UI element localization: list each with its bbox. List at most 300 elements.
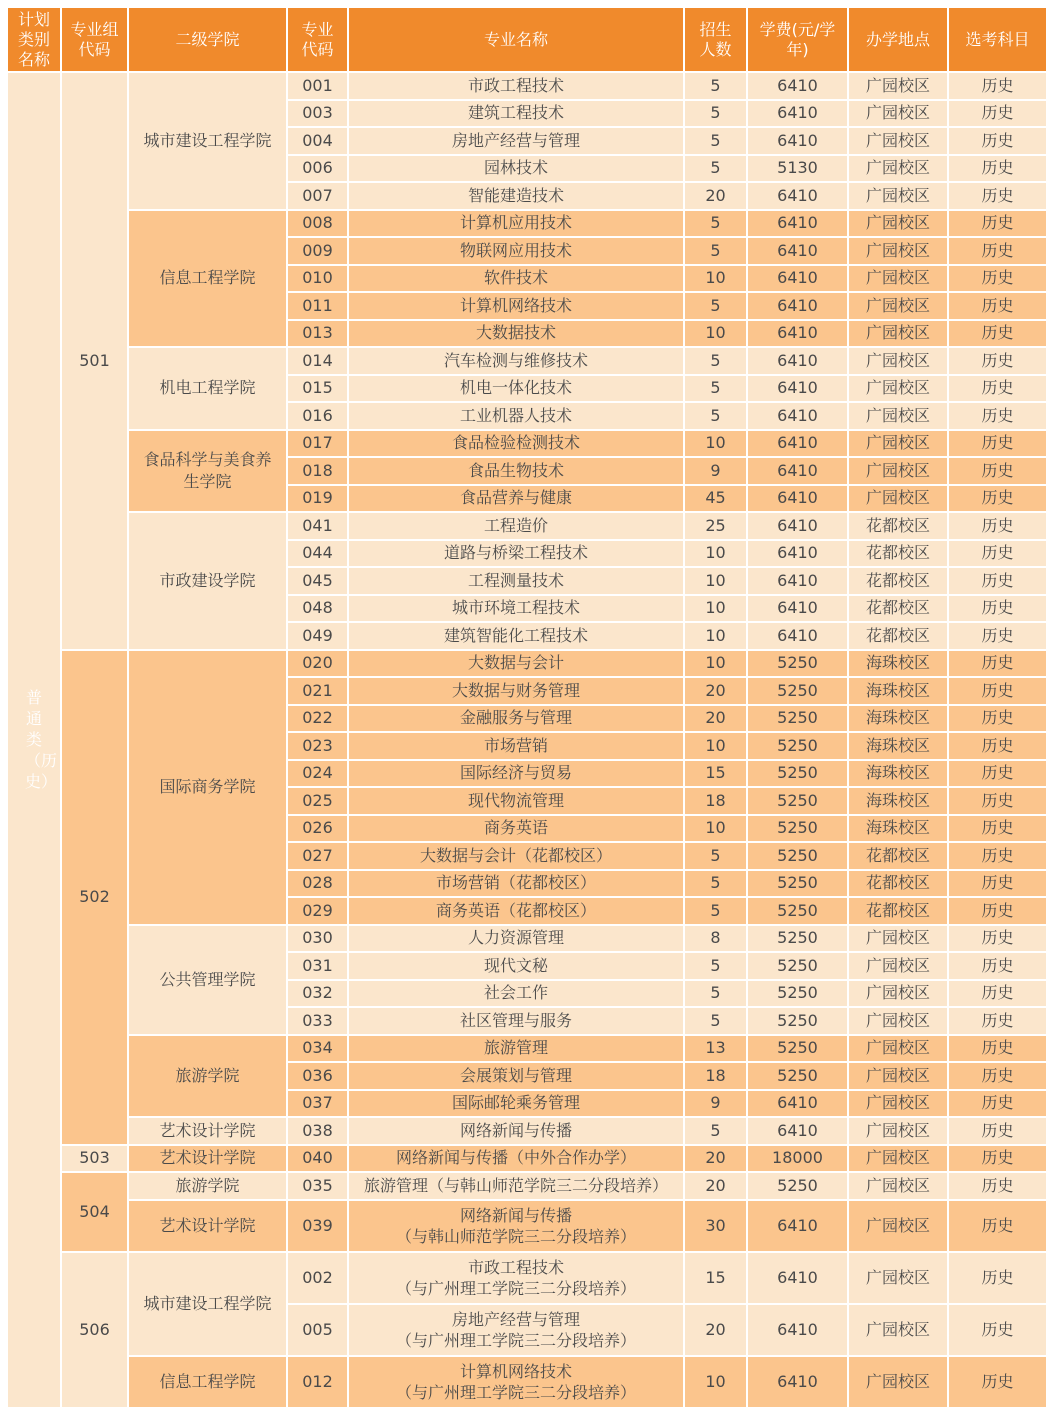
subject-cell: 历史 [948, 210, 1047, 238]
fee-cell: 5250 [747, 650, 848, 678]
subject-cell: 历史 [948, 265, 1047, 293]
campus-cell: 广园校区 [848, 1200, 948, 1252]
group-code-cell: 506 [61, 1252, 128, 1408]
header-campus: 办学地点 [848, 7, 948, 72]
count-cell: 25 [684, 512, 747, 540]
major-name-cell: 大数据与财务管理 [348, 677, 684, 705]
major-name-cell: 市场营销（花都校区） [348, 870, 684, 898]
campus-cell: 海珠校区 [848, 650, 948, 678]
campus-cell: 广园校区 [848, 1145, 948, 1173]
subject-cell: 历史 [948, 815, 1047, 843]
major-code-cell: 036 [287, 1062, 348, 1090]
campus-cell: 广园校区 [848, 347, 948, 375]
major-code-cell: 017 [287, 430, 348, 458]
major-code-cell: 031 [287, 952, 348, 980]
major-code-cell: 029 [287, 897, 348, 925]
table-row [7, 1035, 1047, 1063]
campus-cell: 海珠校区 [848, 677, 948, 705]
major-code-cell: 005 [287, 1304, 348, 1356]
count-cell: 18 [684, 1062, 747, 1090]
subject-cell: 历史 [948, 787, 1047, 815]
campus-cell: 海珠校区 [848, 760, 948, 788]
fee-cell: 5250 [747, 787, 848, 815]
fee-cell: 6410 [747, 1252, 848, 1304]
table-row [7, 347, 1047, 375]
subject-cell: 历史 [948, 155, 1047, 183]
subject-cell: 历史 [948, 622, 1047, 650]
table-row [7, 925, 1047, 953]
campus-cell: 海珠校区 [848, 705, 948, 733]
fee-cell: 5250 [747, 897, 848, 925]
group-code-cell: 502 [61, 650, 128, 1145]
subject-cell: 历史 [948, 842, 1047, 870]
fee-cell: 5250 [747, 1172, 848, 1200]
major-name-cell: 道路与桥梁工程技术 [348, 540, 684, 568]
major-name-cell: 大数据与会计 [348, 650, 684, 678]
major-name-cell: 物联网应用技术 [348, 237, 684, 265]
subject-cell: 历史 [948, 347, 1047, 375]
table-row [7, 430, 1047, 458]
subject-cell: 历史 [948, 1090, 1047, 1118]
count-cell: 5 [684, 375, 747, 403]
campus-cell: 花都校区 [848, 870, 948, 898]
category-cell [7, 72, 61, 1408]
subject-cell: 历史 [948, 952, 1047, 980]
fee-cell: 6410 [747, 1356, 848, 1408]
count-cell: 9 [684, 1090, 747, 1118]
campus-cell: 广园校区 [848, 1172, 948, 1200]
major-name-cell: 人力资源管理 [348, 925, 684, 953]
subject-cell: 历史 [948, 237, 1047, 265]
subject-cell: 历史 [948, 485, 1047, 513]
fee-cell: 6410 [747, 1200, 848, 1252]
fee-cell: 6410 [747, 595, 848, 623]
count-cell: 20 [684, 182, 747, 210]
subject-cell: 历史 [948, 430, 1047, 458]
fee-cell: 5250 [747, 925, 848, 953]
major-name-cell: 城市环境工程技术 [348, 595, 684, 623]
subject-cell: 历史 [948, 1252, 1047, 1304]
major-code-cell: 024 [287, 760, 348, 788]
count-cell: 10 [684, 815, 747, 843]
major-name-cell: 计算机应用技术 [348, 210, 684, 238]
count-cell: 10 [684, 1356, 747, 1408]
major-code-cell: 027 [287, 842, 348, 870]
campus-cell: 海珠校区 [848, 815, 948, 843]
count-cell: 8 [684, 925, 747, 953]
enrollment-plan-table [6, 6, 1048, 1409]
school-cell: 旅游学院 [128, 1172, 287, 1200]
major-name-cell: 工业机器人技术 [348, 402, 684, 430]
major-name-cell: 旅游管理 [348, 1035, 684, 1063]
major-code-cell: 022 [287, 705, 348, 733]
major-name-cell: 工程造价 [348, 512, 684, 540]
table-row [7, 1172, 1047, 1200]
fee-cell: 6410 [747, 265, 848, 293]
campus-cell: 广园校区 [848, 127, 948, 155]
campus-cell: 花都校区 [848, 842, 948, 870]
major-name-cell: 汽车检测与维修技术 [348, 347, 684, 375]
campus-cell: 花都校区 [848, 622, 948, 650]
table-row [7, 1252, 1047, 1304]
fee-cell: 6410 [747, 347, 848, 375]
major-code-cell: 040 [287, 1145, 348, 1173]
subject-cell: 历史 [948, 1172, 1047, 1200]
major-name-cell: 网络新闻与传播 （与韩山师范学院三二分段培养） [348, 1200, 684, 1252]
fee-cell: 6410 [747, 100, 848, 128]
header-subject: 选考科目 [948, 7, 1047, 72]
major-name-cell: 旅游管理（与韩山师范学院三二分段培养） [348, 1172, 684, 1200]
major-name-cell: 会展策划与管理 [348, 1062, 684, 1090]
table-row [7, 1356, 1047, 1408]
subject-cell: 历史 [948, 1145, 1047, 1173]
table-row [7, 1117, 1047, 1145]
table-body [7, 72, 1047, 1408]
major-name-cell: 计算机网络技术 [348, 292, 684, 320]
campus-cell: 广园校区 [848, 265, 948, 293]
subject-cell: 历史 [948, 677, 1047, 705]
school-cell: 食品科学与美食养生学院 [128, 430, 287, 513]
fee-cell: 5250 [747, 1007, 848, 1035]
count-cell: 10 [684, 650, 747, 678]
major-code-cell: 037 [287, 1090, 348, 1118]
major-code-cell: 020 [287, 650, 348, 678]
fee-cell: 6410 [747, 237, 848, 265]
major-code-cell: 049 [287, 622, 348, 650]
major-name-cell: 国际邮轮乘务管理 [348, 1090, 684, 1118]
fee-cell: 5250 [747, 952, 848, 980]
school-cell: 信息工程学院 [128, 1356, 287, 1408]
fee-cell: 5130 [747, 155, 848, 183]
fee-cell: 5250 [747, 842, 848, 870]
count-cell: 5 [684, 155, 747, 183]
table-row [7, 1200, 1047, 1252]
fee-cell: 6410 [747, 1117, 848, 1145]
major-name-cell: 市政工程技术 [348, 72, 684, 100]
major-name-cell: 现代文秘 [348, 952, 684, 980]
campus-cell: 广园校区 [848, 1304, 948, 1356]
campus-cell: 海珠校区 [848, 732, 948, 760]
count-cell: 20 [684, 705, 747, 733]
major-name-cell: 食品检验检测技术 [348, 430, 684, 458]
fee-cell: 6410 [747, 127, 848, 155]
header-category: 计划类别名称 [7, 7, 61, 72]
subject-cell: 历史 [948, 182, 1047, 210]
count-cell: 5 [684, 100, 747, 128]
major-code-cell: 021 [287, 677, 348, 705]
campus-cell: 广园校区 [848, 1035, 948, 1063]
fee-cell: 6410 [747, 567, 848, 595]
campus-cell: 广园校区 [848, 72, 948, 100]
campus-cell: 广园校区 [848, 402, 948, 430]
fee-cell: 6410 [747, 430, 848, 458]
major-name-cell: 市政工程技术 （与广州理工学院三二分段培养） [348, 1252, 684, 1304]
subject-cell: 历史 [948, 980, 1047, 1008]
campus-cell: 广园校区 [848, 320, 948, 348]
major-code-cell: 028 [287, 870, 348, 898]
major-code-cell: 045 [287, 567, 348, 595]
campus-cell: 广园校区 [848, 100, 948, 128]
school-cell: 机电工程学院 [128, 347, 287, 430]
fee-cell: 5250 [747, 980, 848, 1008]
count-cell: 10 [684, 430, 747, 458]
major-code-cell: 012 [287, 1356, 348, 1408]
campus-cell: 广园校区 [848, 1062, 948, 1090]
fee-cell: 5250 [747, 870, 848, 898]
table-row [7, 210, 1047, 238]
major-name-cell: 商务英语（花都校区） [348, 897, 684, 925]
count-cell: 5 [684, 292, 747, 320]
major-name-cell: 房地产经营与管理 （与广州理工学院三二分段培养） [348, 1304, 684, 1356]
campus-cell: 广园校区 [848, 1090, 948, 1118]
fee-cell: 6410 [747, 292, 848, 320]
count-cell: 20 [684, 677, 747, 705]
campus-cell: 海珠校区 [848, 787, 948, 815]
fee-cell: 5250 [747, 1035, 848, 1063]
group-code-cell: 503 [61, 1145, 128, 1173]
campus-cell: 广园校区 [848, 210, 948, 238]
campus-cell: 广园校区 [848, 430, 948, 458]
major-name-cell: 建筑智能化工程技术 [348, 622, 684, 650]
subject-cell: 历史 [948, 375, 1047, 403]
fee-cell: 6410 [747, 402, 848, 430]
major-code-cell: 015 [287, 375, 348, 403]
major-code-cell: 001 [287, 72, 348, 100]
group-code-cell: 504 [61, 1172, 128, 1252]
count-cell: 18 [684, 787, 747, 815]
count-cell: 20 [684, 1172, 747, 1200]
campus-cell: 广园校区 [848, 1007, 948, 1035]
count-cell: 5 [684, 72, 747, 100]
campus-cell: 广园校区 [848, 1252, 948, 1304]
major-name-cell: 房地产经营与管理 [348, 127, 684, 155]
campus-cell: 花都校区 [848, 897, 948, 925]
campus-cell: 花都校区 [848, 567, 948, 595]
subject-cell: 历史 [948, 1035, 1047, 1063]
count-cell: 15 [684, 1252, 747, 1304]
fee-cell: 6410 [747, 485, 848, 513]
fee-cell: 5250 [747, 760, 848, 788]
major-code-cell: 009 [287, 237, 348, 265]
campus-cell: 广园校区 [848, 155, 948, 183]
fee-cell: 6410 [747, 1090, 848, 1118]
campus-cell: 花都校区 [848, 540, 948, 568]
subject-cell: 历史 [948, 512, 1047, 540]
major-code-cell: 006 [287, 155, 348, 183]
count-cell: 10 [684, 265, 747, 293]
major-name-cell: 软件技术 [348, 265, 684, 293]
major-name-cell: 大数据技术 [348, 320, 684, 348]
major-code-cell: 008 [287, 210, 348, 238]
school-cell: 旅游学院 [128, 1035, 287, 1118]
subject-cell: 历史 [948, 870, 1047, 898]
major-name-cell: 智能建造技术 [348, 182, 684, 210]
major-code-cell: 013 [287, 320, 348, 348]
count-cell: 5 [684, 952, 747, 980]
count-cell: 5 [684, 870, 747, 898]
count-cell: 5 [684, 402, 747, 430]
major-code-cell: 018 [287, 457, 348, 485]
header-school: 二级学院 [128, 7, 287, 72]
subject-cell: 历史 [948, 760, 1047, 788]
table-row [7, 1145, 1047, 1173]
campus-cell: 广园校区 [848, 925, 948, 953]
count-cell: 5 [684, 210, 747, 238]
header-major-code: 专业代码 [287, 7, 348, 72]
fee-cell: 18000 [747, 1145, 848, 1173]
table-row [7, 650, 1047, 678]
major-name-cell: 园林技术 [348, 155, 684, 183]
major-name-cell: 大数据与会计（花都校区） [348, 842, 684, 870]
major-name-cell: 网络新闻与传播（中外合作办学） [348, 1145, 684, 1173]
subject-cell: 历史 [948, 100, 1047, 128]
school-cell: 国际商务学院 [128, 650, 287, 925]
major-code-cell: 048 [287, 595, 348, 623]
count-cell: 10 [684, 732, 747, 760]
header-fee: 学费(元/学年) [747, 7, 848, 72]
count-cell: 5 [684, 842, 747, 870]
campus-cell: 广园校区 [848, 1356, 948, 1408]
major-name-cell: 国际经济与贸易 [348, 760, 684, 788]
table-header [7, 7, 1047, 72]
school-cell: 艺术设计学院 [128, 1117, 287, 1145]
major-code-cell: 038 [287, 1117, 348, 1145]
count-cell: 10 [684, 320, 747, 348]
major-name-cell: 食品生物技术 [348, 457, 684, 485]
major-name-cell: 社会工作 [348, 980, 684, 1008]
campus-cell: 广园校区 [848, 237, 948, 265]
campus-cell: 广园校区 [848, 952, 948, 980]
subject-cell: 历史 [948, 567, 1047, 595]
count-cell: 10 [684, 567, 747, 595]
major-code-cell: 004 [287, 127, 348, 155]
major-code-cell: 023 [287, 732, 348, 760]
campus-cell: 广园校区 [848, 980, 948, 1008]
major-name-cell: 金融服务与管理 [348, 705, 684, 733]
school-cell: 城市建设工程学院 [128, 1252, 287, 1356]
count-cell: 5 [684, 980, 747, 1008]
subject-cell: 历史 [948, 1117, 1047, 1145]
subject-cell: 历史 [948, 650, 1047, 678]
school-cell: 信息工程学院 [128, 210, 287, 348]
subject-cell: 历史 [948, 320, 1047, 348]
major-code-cell: 044 [287, 540, 348, 568]
count-cell: 13 [684, 1035, 747, 1063]
school-cell: 公共管理学院 [128, 925, 287, 1035]
major-code-cell: 007 [287, 182, 348, 210]
major-code-cell: 003 [287, 100, 348, 128]
header-major-name: 专业名称 [348, 7, 684, 72]
table-row [7, 72, 1047, 100]
campus-cell: 花都校区 [848, 595, 948, 623]
table-row [7, 512, 1047, 540]
subject-cell: 历史 [948, 1304, 1047, 1356]
school-cell: 城市建设工程学院 [128, 72, 287, 210]
header-count: 招生人数 [684, 7, 747, 72]
fee-cell: 6410 [747, 210, 848, 238]
major-code-cell: 011 [287, 292, 348, 320]
fee-cell: 6410 [747, 540, 848, 568]
campus-cell: 广园校区 [848, 182, 948, 210]
count-cell: 5 [684, 347, 747, 375]
fee-cell: 5250 [747, 705, 848, 733]
subject-cell: 历史 [948, 540, 1047, 568]
subject-cell: 历史 [948, 595, 1047, 623]
fee-cell: 5250 [747, 815, 848, 843]
major-name-cell: 机电一体化技术 [348, 375, 684, 403]
major-code-cell: 019 [287, 485, 348, 513]
fee-cell: 6410 [747, 512, 848, 540]
major-code-cell: 035 [287, 1172, 348, 1200]
category-label: 普通类（历史） [25, 688, 58, 792]
major-name-cell: 网络新闻与传播 [348, 1117, 684, 1145]
fee-cell: 6410 [747, 1304, 848, 1356]
major-code-cell: 014 [287, 347, 348, 375]
count-cell: 15 [684, 760, 747, 788]
group-code-cell: 501 [61, 72, 128, 650]
subject-cell: 历史 [948, 402, 1047, 430]
major-code-cell: 025 [287, 787, 348, 815]
fee-cell: 5250 [747, 1062, 848, 1090]
fee-cell: 6410 [747, 72, 848, 100]
count-cell: 45 [684, 485, 747, 513]
count-cell: 5 [684, 897, 747, 925]
count-cell: 10 [684, 622, 747, 650]
subject-cell: 历史 [948, 457, 1047, 485]
major-code-cell: 030 [287, 925, 348, 953]
major-name-cell: 建筑工程技术 [348, 100, 684, 128]
campus-cell: 广园校区 [848, 375, 948, 403]
enrollment-plan-table-wrapper [6, 6, 1046, 1409]
fee-cell: 6410 [747, 622, 848, 650]
fee-cell: 5250 [747, 732, 848, 760]
major-code-cell: 034 [287, 1035, 348, 1063]
major-code-cell: 010 [287, 265, 348, 293]
subject-cell: 历史 [948, 1356, 1047, 1408]
school-cell: 艺术设计学院 [128, 1200, 287, 1252]
major-code-cell: 041 [287, 512, 348, 540]
subject-cell: 历史 [948, 1200, 1047, 1252]
major-name-cell: 商务英语 [348, 815, 684, 843]
count-cell: 5 [684, 1117, 747, 1145]
major-code-cell: 039 [287, 1200, 348, 1252]
subject-cell: 历史 [948, 72, 1047, 100]
subject-cell: 历史 [948, 1062, 1047, 1090]
subject-cell: 历史 [948, 127, 1047, 155]
subject-cell: 历史 [948, 705, 1047, 733]
subject-cell: 历史 [948, 292, 1047, 320]
count-cell: 20 [684, 1304, 747, 1356]
header-group-code: 专业组代码 [61, 7, 128, 72]
campus-cell: 广园校区 [848, 457, 948, 485]
major-code-cell: 032 [287, 980, 348, 1008]
fee-cell: 6410 [747, 457, 848, 485]
fee-cell: 6410 [747, 375, 848, 403]
major-name-cell: 现代物流管理 [348, 787, 684, 815]
count-cell: 10 [684, 540, 747, 568]
campus-cell: 花都校区 [848, 512, 948, 540]
count-cell: 10 [684, 595, 747, 623]
campus-cell: 广园校区 [848, 292, 948, 320]
subject-cell: 历史 [948, 897, 1047, 925]
subject-cell: 历史 [948, 925, 1047, 953]
major-code-cell: 033 [287, 1007, 348, 1035]
count-cell: 20 [684, 1145, 747, 1173]
subject-cell: 历史 [948, 732, 1047, 760]
major-name-cell: 食品营养与健康 [348, 485, 684, 513]
fee-cell: 6410 [747, 182, 848, 210]
fee-cell: 6410 [747, 320, 848, 348]
